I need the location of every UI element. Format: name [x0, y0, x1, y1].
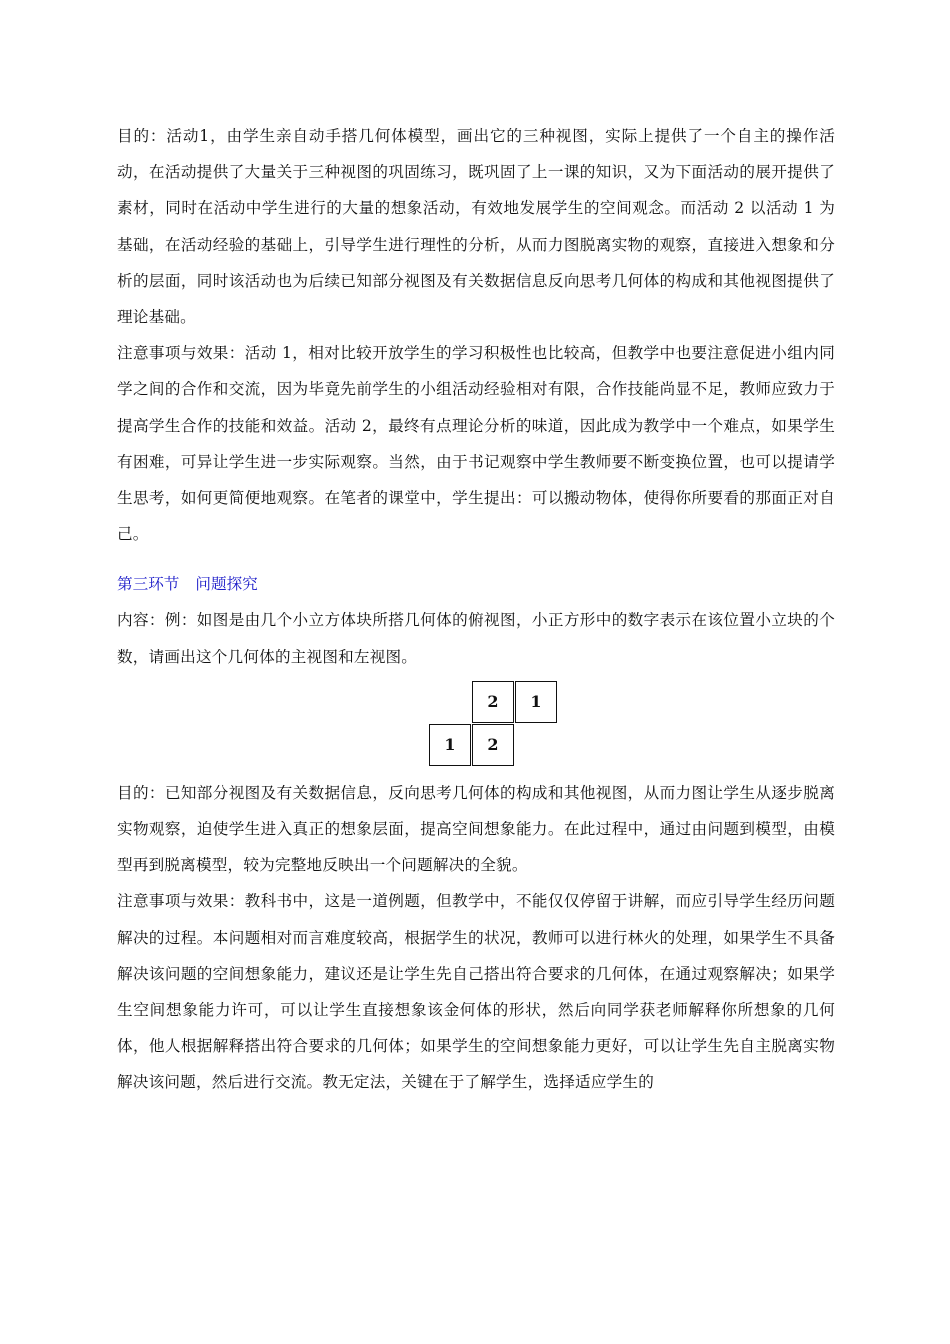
- section-heading: [117, 566, 835, 602]
- purpose-paragraph-example: 目的：已知部分视图及有关数据信息，反向思考几何体的构成和其他视图，从而力图让学生从逐步脱离实物观察，迫使学生进入真正的想象层面，提高空间想象能力。在此过程中，通过由问题到模型，由模型再到脱离模型，较为完整地反映出一个问题解决的全貌。: [117, 783, 835, 875]
- purpose-paragraph-activities: 目的：活动1，由学生亲自动手搭几何体模型，画出它的三种视图，实际上提供了一个自主的操作活动，在活动提供了大量关于三种视图的巩固练习，既巩固了上一课的知识，又为下面活动的展开提供了素材，同时在活动中学生进行的大量的想象活动，有效地发展学生的空间观念。而活动 2 以活动 1 为基础，在活动经验的基础上，引导学生进行理性的分析，从而力图脱离实物的观察，直接进入想象和分析的层面，同时该活动也为后续已知部分视图及有关数据信息反向思考几何体的构成和其他视图提供了理论基础。: [117, 127, 835, 327]
- section-number: 第三环节: [117, 575, 180, 594]
- grid-cell-bottom-left: 1: [429, 724, 471, 766]
- notes-paragraph-example: 注意事项与效果：教科书中，这是一道例题，但教学中，不能仅仅停留于讲解，而应引导学生经历问题解决的过程。本问题相对而言难度较高，根据学生的状况，教师可以进行林火的处理，如果学生不具备解决该问题的空间想象能力，建议还是让学生先自己搭出符合要求的几何体，在通过观察解决；如果学生空间想象能力许可，可以让学生直接想象该金何体的形状，然后向同学获老师解释你所想象的几何体，他人根据解释搭出符合要求的几何体；如果学生的空间想象能力更好，可以让学生先自主脱离实物解决该问题，然后进行交流。教无定法，关键在于了解学生，选择适应学生的: [117, 892, 835, 1092]
- document-page: [117, 118, 835, 1101]
- grid-cell-bottom-middle: 2: [472, 724, 514, 766]
- notes-paragraph-activities: 注意事项与效果：活动 1，相对比较开放学生的学习积极性也比较高，但教学中也要注意促进小组内同学之间的合作和交流，因为毕竟先前学生的小组活动经验相对有限，合作技能尚显不足，教师应致力于提高学生合作的技能和效益。活动 2，最终有点理论分析的味道，因此成为教学中一个难点，如果学生有困难，可异让学生进一步实际观察。当然，由于书记观察中学生教师要不断变换位置，也可以提请学生思考，如何更简便地观察。在笔者的课堂中，学生提出：可以搬动物体，使得你所要看的那面正对自己。: [117, 344, 835, 544]
- content-paragraph-example: 内容：例：如图是由几个小立方体块所搭几何体的俯视图，小正方形中的数字表示在该位置小立块的个数，请画出这个几何体的主视图和左视图。: [117, 611, 835, 666]
- top-view-grid-figure: [117, 681, 835, 771]
- grid-cell-top-middle: 2: [472, 681, 514, 723]
- section-name: 问题探究: [195, 575, 258, 594]
- grid-cell-top-right: 1: [515, 681, 557, 723]
